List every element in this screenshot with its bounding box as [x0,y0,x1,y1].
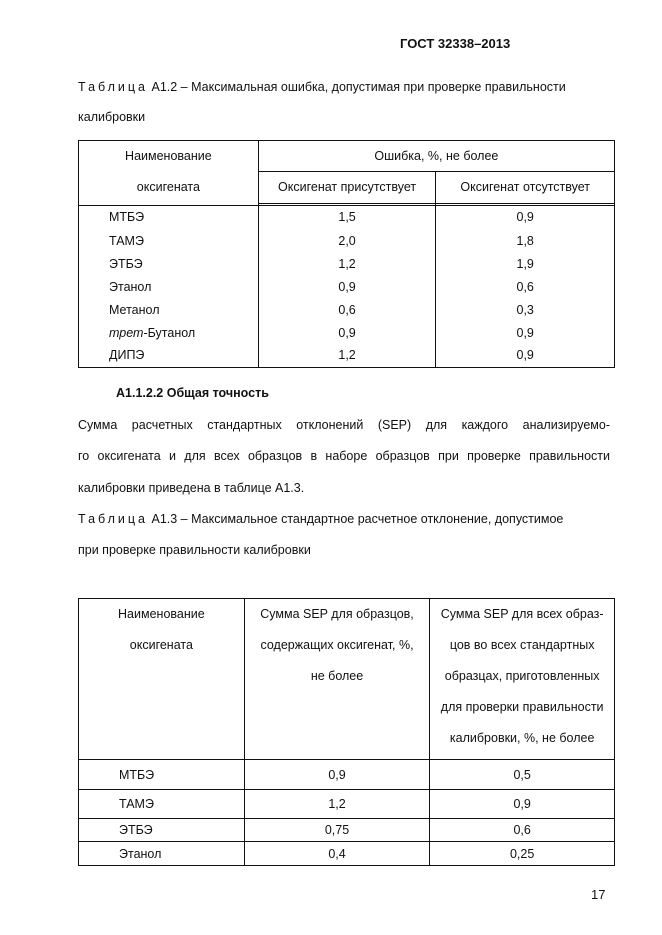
table2-caption [78,512,563,526]
table2-head-sum-all-line3: образцах, приготовленных [444,669,600,683]
table2-cell-all: 0,6 [430,819,615,842]
table1-cell-name [79,344,259,367]
table1-head-error: Ошибка, %, не более [258,141,614,172]
table1-cell-absent: 1,9 [436,252,615,275]
table2-cell-present: 0,75 [244,819,430,842]
table1-head-name-line1: Наименование [125,149,212,163]
table2-caption-word: Таблица [78,512,149,526]
table1-cell-present: 0,9 [258,275,436,298]
table2-cell-present: 0,4 [244,842,430,866]
table1-cell-name-text: -Бутанол [143,325,196,340]
table1-cell-name [79,252,259,275]
paragraph-line1: Сумма расчетных стандартных отклонений (SEP) для каждого анализируемо- [78,418,610,432]
table1-cell-absent: 0,9 [436,344,615,367]
table1-cell-name-text: Этанол [109,279,152,294]
table1-cell-name [79,275,259,298]
paragraph-line3: калибровки приведена в таблице А1.3. [78,481,305,495]
table2-row [79,842,615,866]
table2-head-sum-present-line2: содержащих оксигенат, %, [260,638,414,652]
table1-row [79,205,615,229]
document-header: ГОСТ 32338–2013 [400,36,511,51]
table2-cell-present: 1,2 [244,790,430,819]
section-title: А1.1.2.2 Общая точность [116,386,269,400]
table2-head-name-line2: оксигената [129,638,193,652]
table1-cell-name-text: МТБЭ [109,210,145,225]
table1-cell-name-prefix: трет [109,325,144,340]
table2-cell-name: ЭТБЭ [79,819,245,842]
table2-head-sum-all [430,599,615,760]
table1-cell-absent: 0,6 [436,275,615,298]
table1-cell-name-text: ТАМЭ [109,233,144,248]
table2-head-sum-present [244,599,430,760]
table2-head-sum-all-line5: калибровки, %, не более [449,731,595,745]
table1-cell-name [79,321,259,344]
table1-row [79,298,615,321]
table2-head-name [79,599,245,760]
table1-row [79,321,615,344]
table1-cell-name [79,229,259,252]
table1-cell-name-text: ДИПЭ [109,348,145,363]
table1-caption-line2: калибровки [78,110,146,124]
table2-caption-text: А1.3 – Максимальное стандартное расчетное отклонение, допустимое [148,512,564,526]
table2-cell-all: 0,5 [430,760,615,790]
table2-cell-name: Этанол [79,842,245,866]
table1-head-name [79,141,259,204]
table2-head-sum-all-line2: цов во всех стандартных [449,638,595,652]
table1-head-name-line2: оксигената [136,180,200,194]
table2-head-name-line1: Наименование [118,607,205,621]
table2-head-sum-present-line1: Сумма SEP для образцов, [260,607,414,621]
table1-row [79,344,615,367]
table1-cell-absent: 1,8 [436,229,615,252]
table1-head-absent: Оксигенат отсутствует [436,172,615,203]
table1-caption-text: А1.2 – Максимальная ошибка, допустимая при проверке правильности [148,80,566,94]
page-number: 17 [591,887,606,902]
table2-caption-line2: при проверке правильности калибровки [78,543,311,557]
table1-cell-present: 1,2 [258,252,436,275]
table1-cell-name [79,298,259,321]
table2-row [79,760,615,790]
table2-cell-present: 0,9 [244,760,430,790]
table2-cell-name: ТАМЭ [79,790,245,819]
table1-cell-absent: 0,9 [436,321,615,344]
table2-head-sum-all-line1: Сумма SEP для всех образ- [440,607,604,621]
table2-head-sum-present-line3: не более [310,669,364,683]
table1-cell-name-text: ЭТБЭ [109,256,143,271]
table2-cell-all: 0,25 [430,842,615,866]
table1-row [79,229,615,252]
table1-caption [78,80,566,94]
table1-cell-present: 0,9 [258,321,436,344]
table1 [78,140,615,368]
table1-cell-name [79,205,259,229]
table1-row [79,275,615,298]
table1-cell-absent: 0,3 [436,298,615,321]
table1-cell-absent: 0,9 [436,205,615,229]
table1-caption-word: Таблица [78,80,149,94]
table1-cell-name-text: Метанол [109,302,160,317]
table1-cell-present: 2,0 [258,229,436,252]
table2-head-sum-all-line4: для проверки правильности [440,700,604,714]
table2-cell-all: 0,9 [430,790,615,819]
table2-cell-name: МТБЭ [79,760,245,790]
table1-head-present: Оксигенат присутствует [258,172,436,203]
table1-cell-present: 1,5 [258,205,436,229]
table2-row [79,790,615,819]
table1-cell-present: 1,2 [258,344,436,367]
table1-row [79,252,615,275]
table2 [78,598,615,866]
paragraph-line2: го оксигената и для всех образцов в наборе образцов при проверке правильности [78,449,610,463]
table2-row [79,819,615,842]
table1-cell-present: 0,6 [258,298,436,321]
